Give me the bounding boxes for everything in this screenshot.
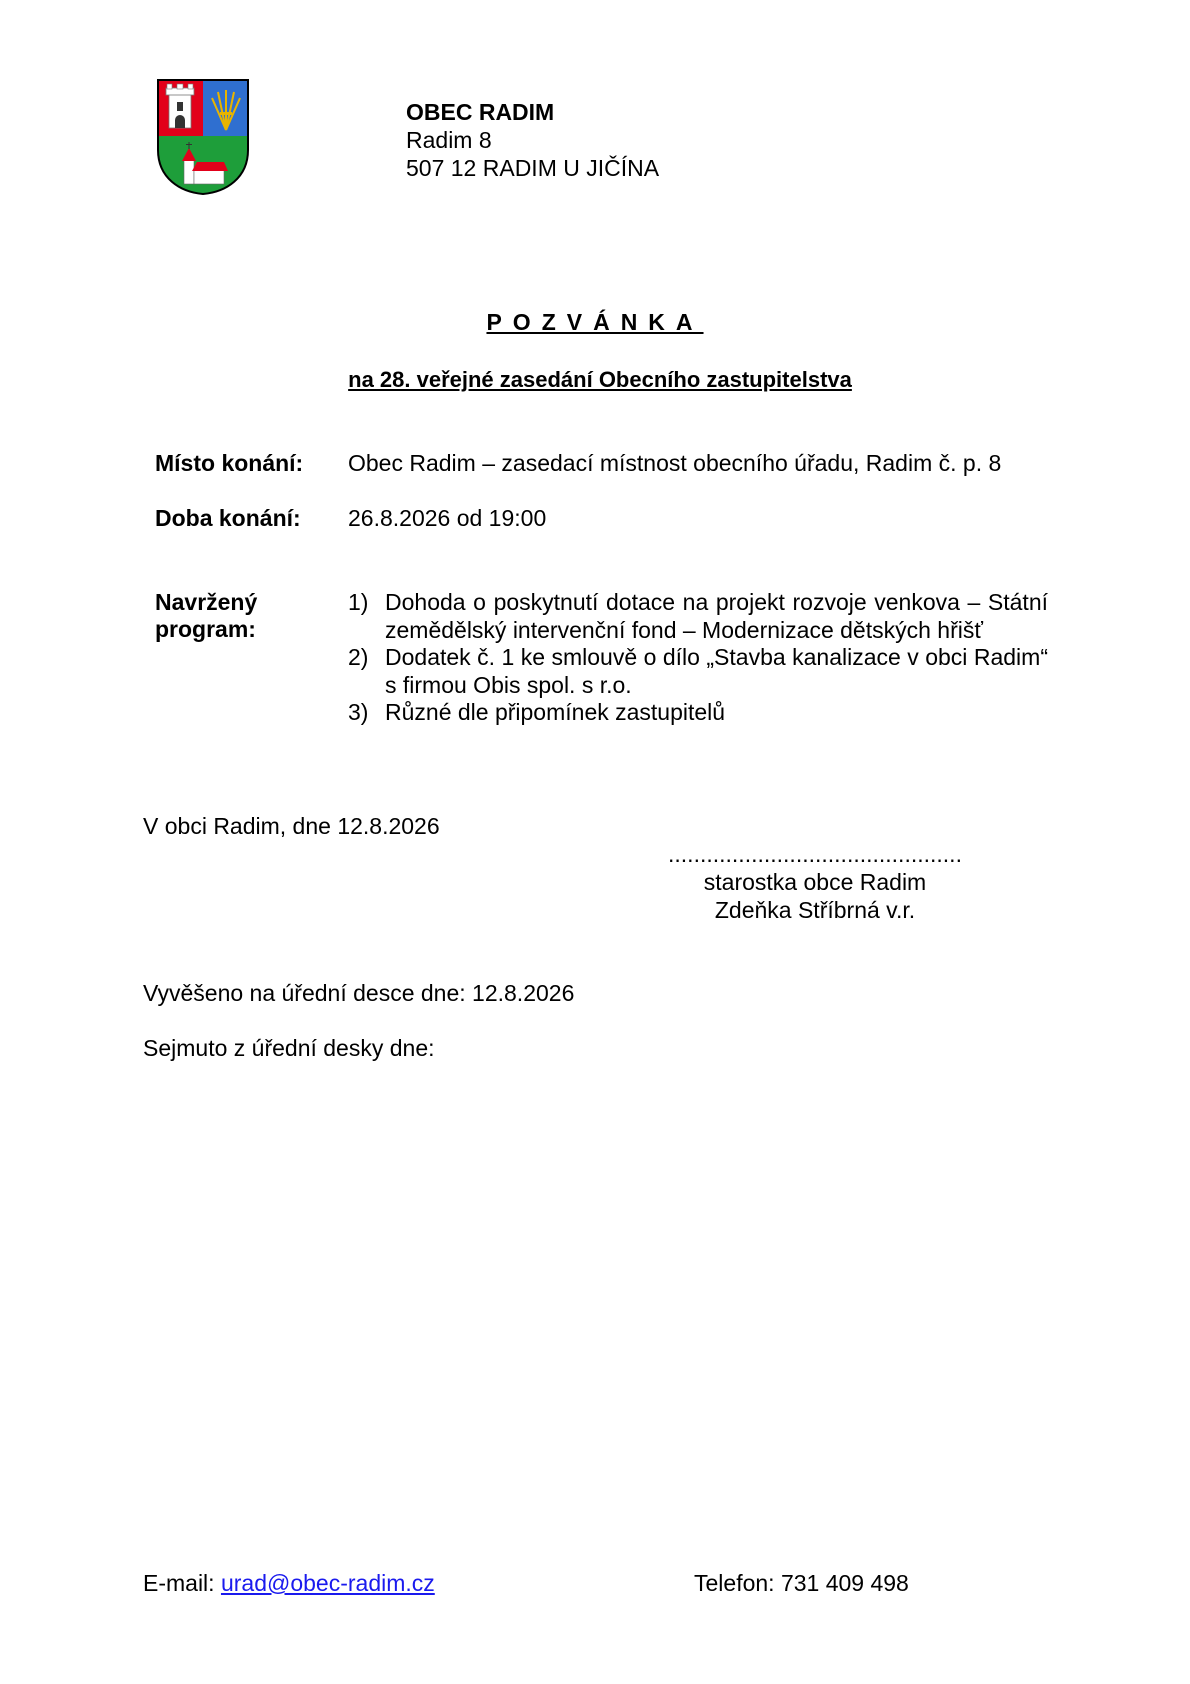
- program-item-number: 2): [348, 644, 369, 670]
- program-item-number: 1): [348, 589, 369, 615]
- signature-name: Zdeňka Stříbrná v.r.: [714, 897, 916, 923]
- address-line-2: 507 12 RADIM U JIČÍNA: [406, 155, 660, 181]
- program-item: [348, 589, 1048, 644]
- program-item-text: Různé dle připomínek zastupitelů: [385, 699, 726, 725]
- time-label: Doba konání:: [155, 505, 301, 531]
- program-item: [348, 699, 1048, 727]
- org-address-block: [406, 98, 659, 182]
- program-item-number: 3): [348, 699, 369, 725]
- program-item-text: Dohoda o poskytnutí dotace na projekt rozvoje venkova – Státní zemědělský intervenční fond – Modernizace dětských hřišť: [385, 589, 1048, 643]
- footer-phone: Telefon: 731 409 498: [694, 1570, 909, 1596]
- page-title: POZVÁNKA: [486, 309, 704, 335]
- program-label-line-2: program:: [155, 616, 256, 642]
- program-label-line-1: Navržený: [155, 589, 258, 615]
- program-item-text: Dodatek č. 1 ke smlouvě o dílo „Stavba kanalizace v obci Radim“ s firmou Obis spol. s r.o.: [385, 644, 1048, 698]
- page-subtitle: na 28. veřejné zasedání Obecního zastupitelstva: [348, 367, 852, 392]
- org-name: OBEC RADIM: [406, 99, 555, 125]
- signature-block: [660, 840, 970, 924]
- email-label: E-mail:: [143, 1570, 215, 1596]
- place-date: V obci Radim, dne 12.8.2026: [143, 813, 440, 839]
- time-value: 26.8.2026 od 19:00: [348, 505, 547, 531]
- program-label: [155, 589, 257, 643]
- place-label: Místo konání:: [155, 450, 304, 476]
- signature-line: ..............................................: [668, 841, 962, 867]
- email-link[interactable]: urad@obec-radim.cz: [220, 1570, 435, 1596]
- removed-date: Sejmuto z úřední desky dne:: [143, 1035, 435, 1061]
- place-value: Obec Radim – zasedací místnost obecního úřadu, Radim č. p. 8: [348, 450, 1002, 476]
- posted-date: Vyvěšeno na úřední desce dne: 12.8.2026: [143, 980, 575, 1006]
- address-line-1: Radim 8: [406, 127, 492, 153]
- signature-role: starostka obce Radim: [703, 869, 927, 895]
- footer-email: [143, 1570, 435, 1597]
- program-item: [348, 644, 1048, 699]
- coat-of-arms-logo: [156, 78, 250, 196]
- program-list: [348, 589, 1048, 727]
